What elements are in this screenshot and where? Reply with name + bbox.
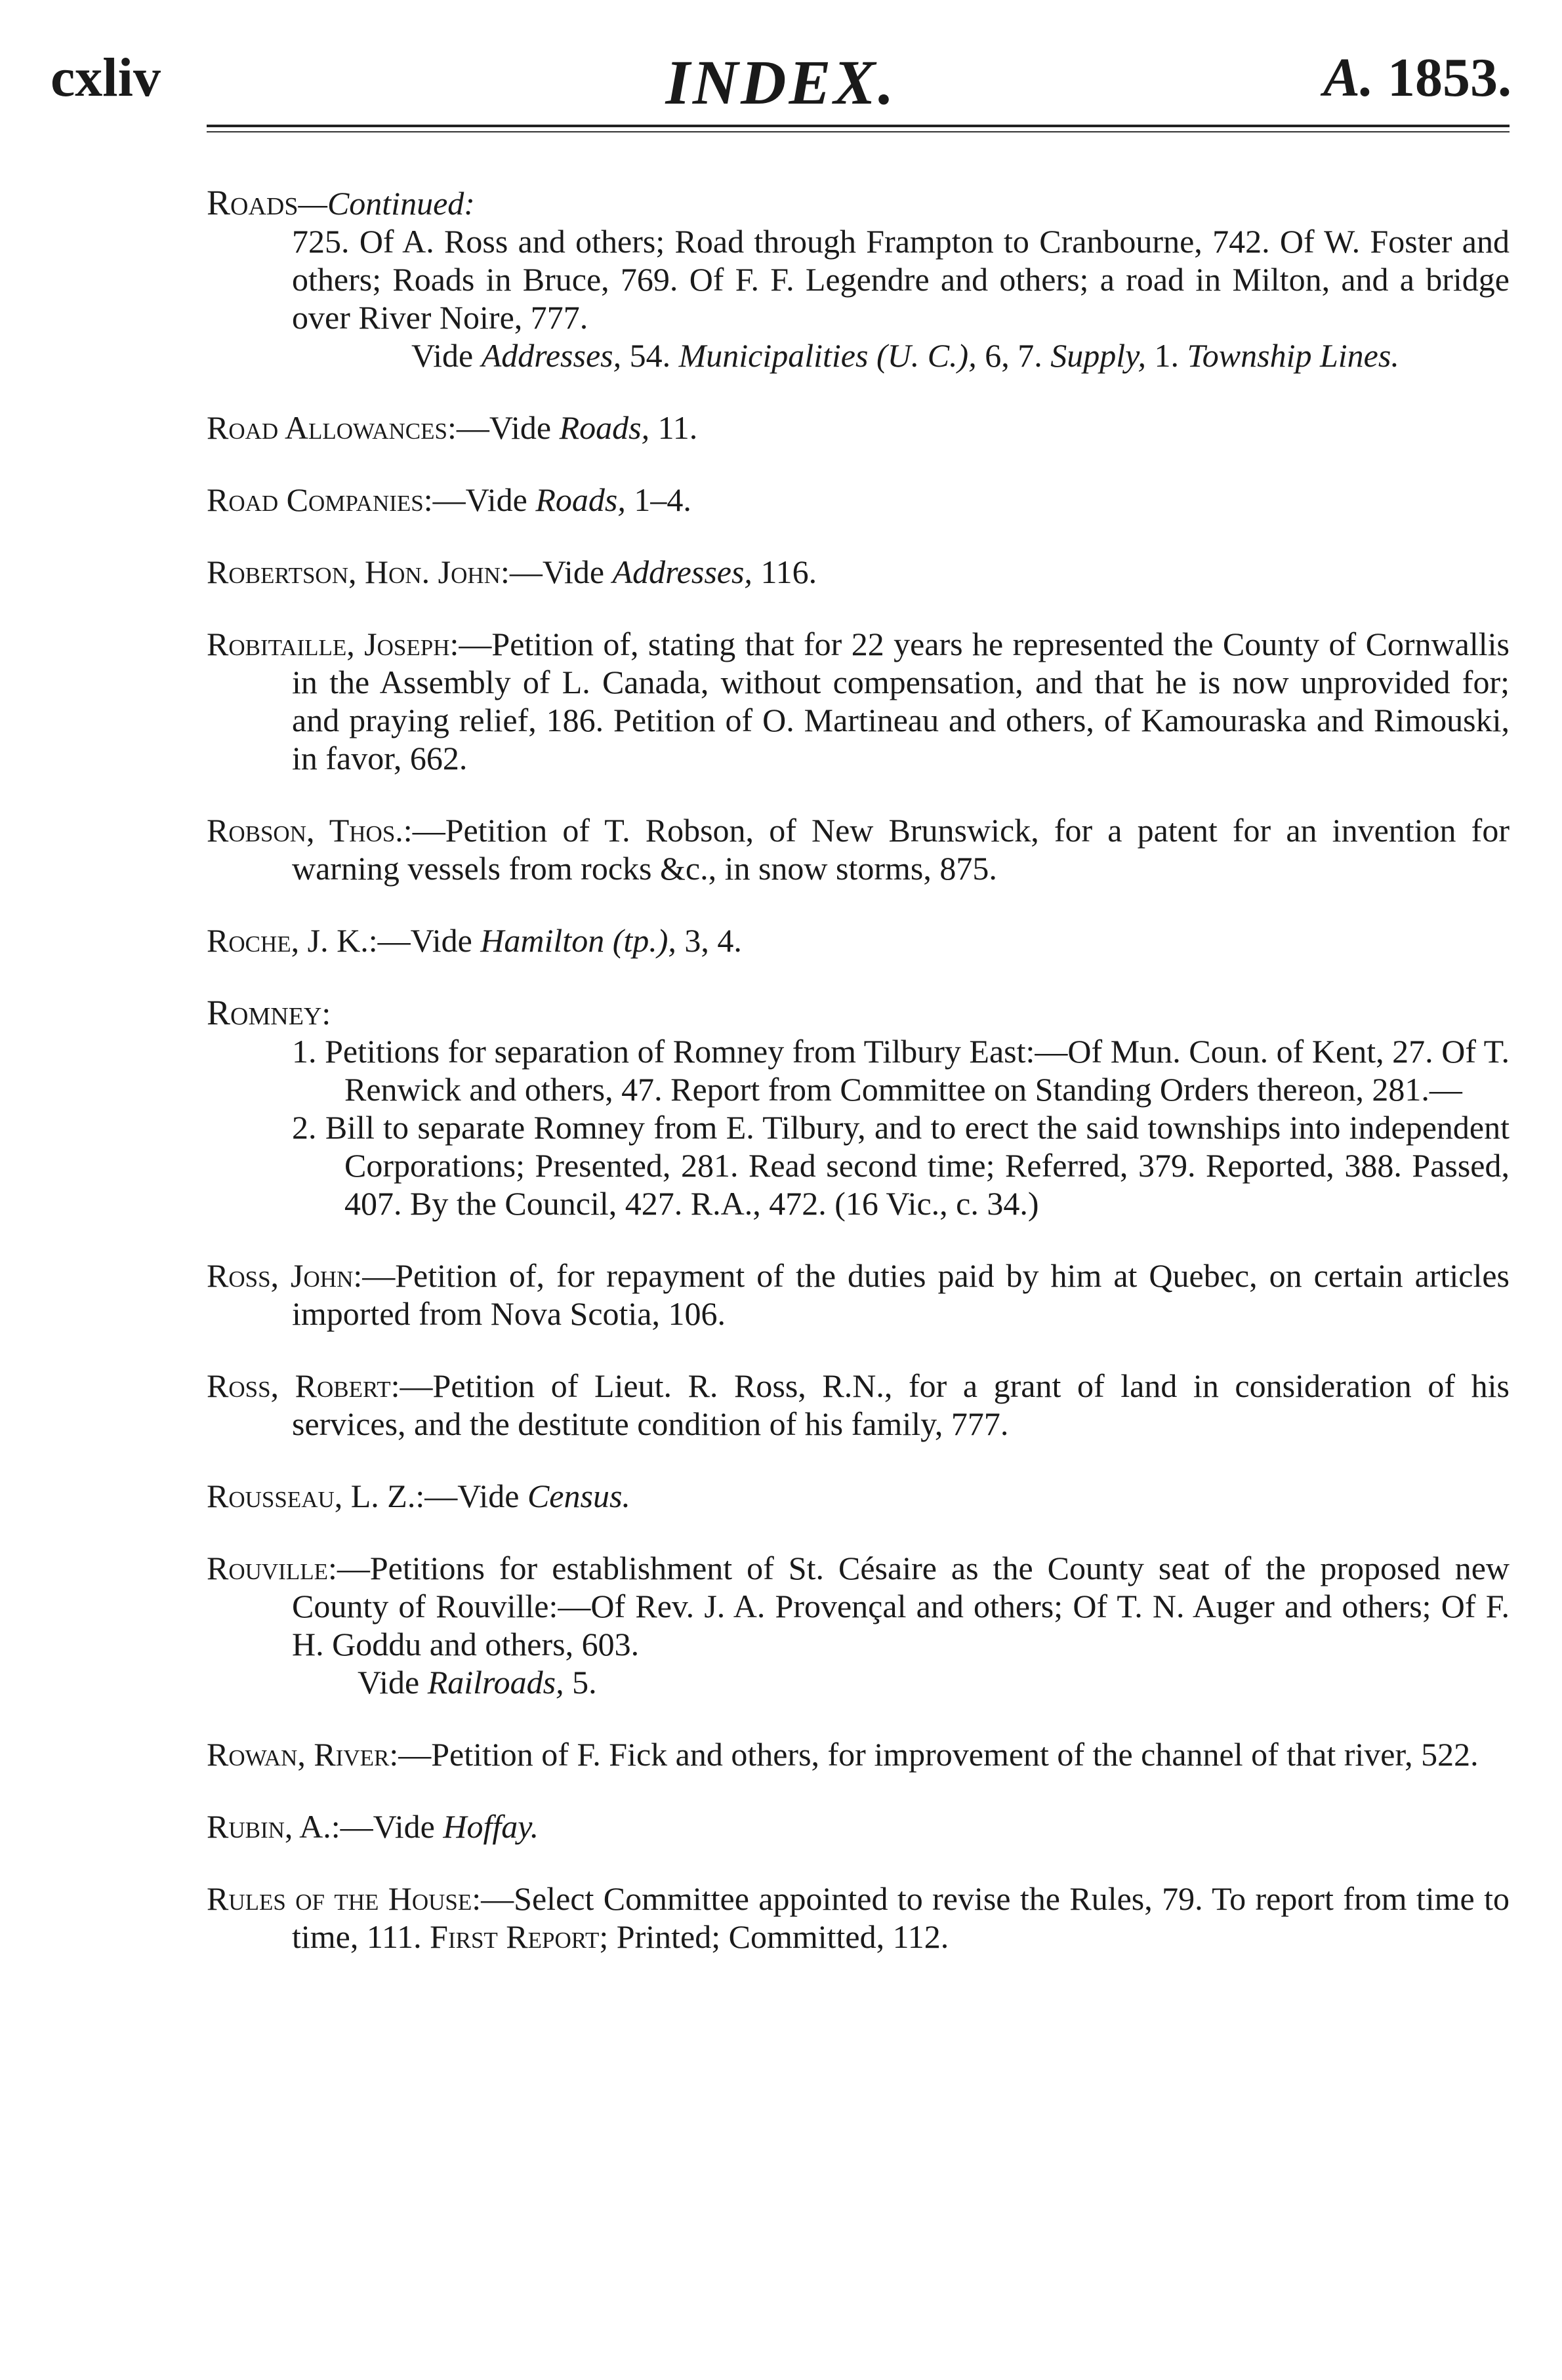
vide-ref: Roads,: [559, 409, 650, 446]
vide-ref: Roads,: [535, 481, 626, 518]
vide-ref: Addresses,: [481, 337, 622, 374]
page-folio: cxliv: [51, 47, 161, 108]
entry-road-companies: Road Companies:—Vide Roads, 1–4.: [207, 481, 691, 518]
vide-ref: Census.: [527, 1478, 630, 1514]
entry-text: :—Petition of, for repayment of the duties paid by him at Quebec, on certain articles imported from Nova Scotia, 106.: [292, 1257, 1510, 1332]
entry-rowan: [207, 1735, 1510, 1773]
entry-robson: [207, 811, 1510, 887]
entry-heading: Road Companies: [207, 481, 424, 518]
year-number: 1853.: [1387, 47, 1511, 108]
entry-rubin: Rubin, A.:—Vide Hoffay.: [207, 1808, 539, 1845]
continued-label: —Continued:: [298, 185, 475, 222]
entry-heading: Rouville: [207, 1550, 328, 1586]
entry-robitaille: [207, 625, 1510, 777]
entry-text: 725. Of A. Ross and others; Road through Frampton to Cranbourne, 742. Of W. Foster and others; Roads in Bruce, 769. Of F. F. Legendre and others; a road in Milton, and a bridge over River Noire, 777.: [292, 223, 1510, 336]
entry-heading: Road Allowances: [207, 409, 447, 446]
entry-ross-john: [207, 1257, 1510, 1333]
entry-heading: Ross, Robert: [207, 1367, 391, 1404]
entry-text: :—Petitions for establishment of St. Césaire as the County seat of the proposed new County of Rouville:—Of Rev. J. A. Provençal and others; Of T. N. Auger and others; Of F. H. Goddu and others, 603.: [292, 1550, 1510, 1663]
vide-line: Vide Addresses, 54. Municipalities (U. C.), 6, 7. Supply, 1. Township Lines.: [411, 337, 1399, 374]
header-rule-thin: [207, 131, 1510, 132]
entry-heading: Rubin, A.: [207, 1808, 331, 1845]
year-letter: A.: [1323, 47, 1374, 108]
entry-text: :—Petition of T. Robson, of New Brunswick, for a patent for an invention for warning vessels from rocks &c., in snow storms, 875.: [292, 812, 1510, 887]
entry-rousseau: Rousseau, L. Z.:—Vide Census.: [207, 1478, 630, 1514]
entry-ross-robert: [207, 1367, 1510, 1443]
entry-romney: Romney: 1. Petitions for separation of Romney from Tilbury East:—Of Mun. Coun. of Kent, 27. Of T. Renwick and others, 47. Report from Committee on Standing Orders thereon, 281.— 2. Bill to separate Romney from E. Tilbury, and to erect the said townships into independent Corporations; Presented, 281. Read second time; Referred, 379. Reported, 388. Passed, 407. By the Council, 427. R.A., 472. (16 Vic., c. 34.): [207, 993, 1510, 1222]
index-content: [207, 184, 1510, 1990]
entry-heading: Robson, Thos.: [207, 812, 403, 849]
vide-ref: Hoffay.: [443, 1808, 539, 1845]
entry-roche: Roche, J. K.:—Vide Hamilton (tp.), 3, 4.: [207, 922, 742, 959]
entry-heading: Rowan, River: [207, 1736, 390, 1773]
vide-ref: Township Lines.: [1187, 337, 1399, 374]
vide-ref: Supply,: [1050, 337, 1147, 374]
entry-text: :—Select Committee appointed to revise the Rules, 79. To report from time to time, 111.: [292, 1880, 1510, 1955]
entry-text: :—Petition of, stating that for 22 years he represented the County of Cornwallis in the Assembly of L. Canada, without compensation, and that he is now unprovided for; and praying relief, 186. Petition of O. Martineau and others, of Kamouraska and Rimouski, in favor, 662.: [292, 626, 1510, 777]
entry-heading: Rules of the House: [207, 1880, 472, 1917]
first-report-label: First Report: [430, 1918, 600, 1955]
vide-ref: Railroads,: [427, 1664, 564, 1701]
entry-heading: Ross, John: [207, 1257, 354, 1294]
entry-heading: Robitaille, Joseph: [207, 626, 450, 662]
vide-line: Vide Railroads, 5.: [358, 1664, 597, 1701]
vide-ref: Addresses,: [612, 554, 752, 590]
entry-robertson: Robertson, Hon. John:—Vide Addresses, 116.: [207, 554, 817, 590]
vide-ref: Municipalities (U. C.),: [678, 337, 977, 374]
page-year: [1323, 46, 1511, 110]
entry-text: :—Petition of Lieut. R. Ross, R.N., for a grant of land in consideration of his services, and the destitute condition of his family, 777.: [292, 1367, 1510, 1442]
page-header: [51, 46, 1511, 125]
entry-heading: Roads: [207, 183, 298, 222]
romney-item-1: 1. Petitions for separation of Romney from Tilbury East:—Of Mun. Coun. of Kent, 27. Of T. Renwick and others, 47. Report from Committee on Standing Orders thereon, 281.—: [292, 1033, 1510, 1108]
entry-rules: Rules of the House:—Select Committee appointed to revise the Rules, 79. To report from time to time, 111. First Report; Printed; Committed, 112.: [207, 1880, 1510, 1955]
entry-heading: Robertson, Hon. John: [207, 554, 501, 590]
page-title: INDEX.: [665, 47, 897, 117]
entry-roads: [207, 184, 1510, 374]
entry-heading: Romney: [207, 993, 322, 1032]
entry-rouville: [207, 1549, 1510, 1701]
vide-ref: Hamilton (tp.),: [480, 922, 676, 959]
romney-item-2: 2. Bill to separate Romney from E. Tilbury, and to erect the said townships into independent Corporations; Presented, 281. Read second time; Referred, 379. Reported, 388. Passed, 407. By the Council, 427. R.A., 472. (16 Vic., c. 34.): [292, 1109, 1510, 1222]
entry-heading: Rousseau, L. Z.: [207, 1478, 416, 1514]
entry-road-allowances: Road Allowances:—Vide Roads, 11.: [207, 409, 698, 446]
entry-heading: Roche, J. K.: [207, 922, 369, 959]
entry-text: :—Petition of F. Fick and others, for improvement of the channel of that river, 522.: [389, 1736, 1479, 1773]
header-rule-thick: [207, 125, 1510, 127]
